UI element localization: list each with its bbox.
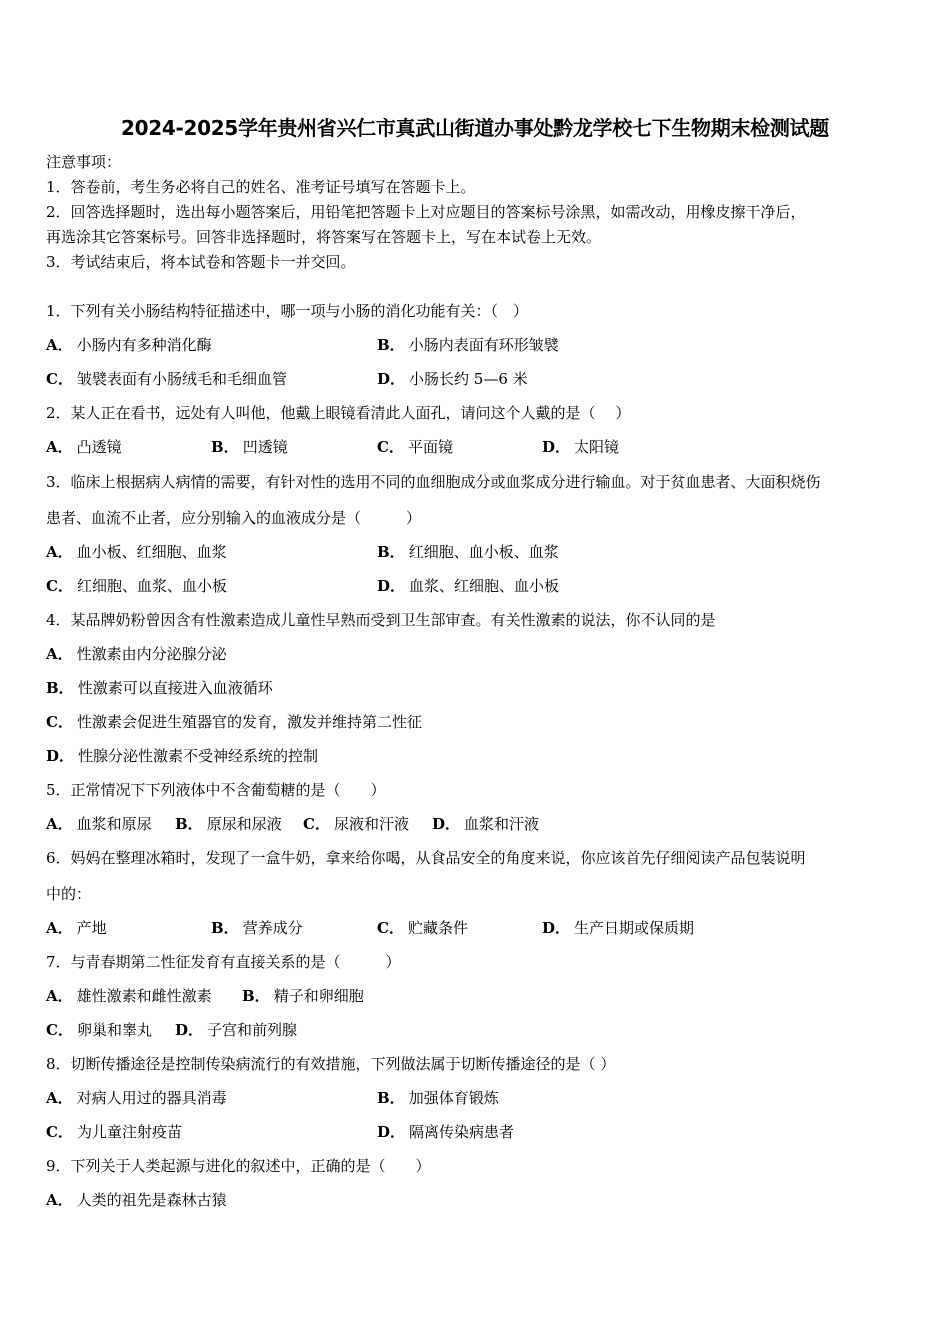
question-stem: 1．下列有关小肠结构特征描述中，哪一项与小肠的消化功能有关：（ ） (46, 302, 529, 320)
option (46, 986, 212, 1006)
option-text: 小肠长约 5—6 米 (409, 370, 528, 388)
option-label: B． (175, 815, 203, 833)
option-text: 贮藏条件 (407, 919, 468, 937)
option-label: D． (46, 747, 75, 765)
option-text: 加强体育锻炼 (408, 1089, 499, 1107)
option (46, 814, 152, 834)
option (211, 437, 288, 457)
option (46, 644, 227, 664)
option-text: 生产日期或保质期 (574, 919, 695, 937)
option (46, 542, 227, 562)
option (175, 1020, 297, 1040)
option-text: 凸透镜 (76, 438, 122, 456)
option-text: 皱襞表面有小肠绒毛和毛细血管 (76, 370, 287, 388)
notice-item: 3．考试结束后，将本试卷和答题卡一并交回。 (46, 253, 356, 271)
option-label: B． (377, 543, 405, 561)
option-text: 尿液和汗液 (333, 815, 409, 833)
option (377, 542, 559, 562)
option-label: C． (303, 815, 330, 833)
option-text: 雄性激素和雌性激素 (76, 987, 212, 1005)
option-text: 血浆和原尿 (76, 815, 152, 833)
option-text: 血小板、红细胞、血浆 (76, 543, 227, 561)
option-text: 血浆和汗液 (464, 815, 540, 833)
option (46, 678, 273, 698)
question-stem: 中的： (46, 885, 92, 903)
option (377, 437, 453, 457)
option-label: B． (46, 679, 74, 697)
option (377, 918, 468, 938)
option-label: B． (377, 1089, 405, 1107)
option-text: 为儿童注射疫苗 (76, 1123, 182, 1141)
option-label: A． (46, 438, 73, 456)
option (432, 814, 539, 834)
option (46, 1190, 227, 1210)
option (46, 1122, 182, 1142)
option-label: B． (377, 336, 405, 354)
option-text: 人类的祖先是森林古猿 (76, 1191, 227, 1209)
option-label: A． (46, 645, 73, 663)
option-text: 性激素会促进生殖器官的发育，激发并维持第二性征 (76, 713, 422, 731)
option (46, 576, 227, 596)
option-text: 血浆、红细胞、血小板 (409, 577, 560, 595)
option-text: 小肠内表面有环形皱襞 (408, 336, 559, 354)
option-text: 红细胞、血小板、血浆 (408, 543, 559, 561)
question-stem: 9．下列关于人类起源与进化的叙述中，正确的是（ ） (46, 1157, 431, 1175)
option-text: 营养成分 (242, 919, 303, 937)
question-stem: 患者、血流不止者，应分别输入的血液成分是（ ） (46, 509, 422, 527)
option-text: 太阳镜 (574, 438, 620, 456)
option (46, 918, 107, 938)
option-text: 子宫和前列腺 (207, 1021, 298, 1039)
option (46, 437, 122, 457)
option-label: A． (46, 987, 73, 1005)
option-label: B． (242, 987, 270, 1005)
option-label: C． (46, 1021, 73, 1039)
page-title: 2024-2025学年贵州省兴仁市真武山街道办事处黔龙学校七下生物期末检测试题 (121, 116, 829, 140)
option (377, 576, 559, 596)
option (377, 335, 559, 355)
option-label: A． (46, 815, 73, 833)
option-label: D． (175, 1021, 204, 1039)
option-label: A． (46, 543, 73, 561)
question-stem: 4．某品牌奶粉曾因含有性激素造成儿童性早熟而受到卫生部审查。有关性激素的说法，你不认同的是 (46, 611, 716, 629)
option-text: 性腺分泌性激素不受神经系统的控制 (78, 747, 319, 765)
option-text: 原尿和尿液 (206, 815, 282, 833)
question-stem: 2．某人正在看书，远处有人叫他，他戴上眼镜看清此人面孔，请问这个人戴的是（ ） (46, 404, 631, 422)
notice-heading: 注意事项： (46, 153, 122, 171)
option-label: D． (377, 577, 406, 595)
option-text: 性激素由内分泌腺分泌 (76, 645, 227, 663)
option-label: C． (46, 1123, 73, 1141)
option-label: C． (46, 713, 73, 731)
option-text: 产地 (76, 919, 107, 937)
option-text: 小肠内有多种消化酶 (76, 336, 212, 354)
option-text: 性激素可以直接进入血液循环 (77, 679, 273, 697)
option-text: 红细胞、血浆、血小板 (76, 577, 227, 595)
option-label: D． (542, 919, 571, 937)
option (46, 1088, 227, 1108)
option-text: 隔离传染病患者 (409, 1123, 515, 1141)
option-label: D． (432, 815, 461, 833)
notice-item: 1．答卷前，考生务必将自己的姓名、准考证号填写在答题卡上。 (46, 178, 476, 196)
option (46, 746, 318, 766)
option-label: C． (46, 370, 73, 388)
option-text: 平面镜 (407, 438, 453, 456)
question-stem: 6．妈妈在整理冰箱时，发现了一盒牛奶，拿来给你喝，从食品安全的角度来说，你应该首先仔细阅读产品包装说明 (46, 849, 806, 867)
option-label: A． (46, 919, 73, 937)
question-stem: 5．正常情况下下列液体中不含葡萄糖的是（ ） (46, 781, 386, 799)
option-label: D． (377, 1123, 406, 1141)
option (377, 369, 528, 389)
option-label: A． (46, 336, 73, 354)
option-label: B． (211, 438, 239, 456)
question-stem: 3．临床上根据病人病情的需要，有针对性的选用不同的血细胞成分或血浆成分进行输血。对于贫血患者、大面积烧伤 (46, 473, 821, 491)
option (46, 369, 287, 389)
question-stem: 8．切断传播途径是控制传染病流行的有效措施，下列做法属于切断传播途径的是（ ） (46, 1055, 616, 1073)
option (46, 335, 212, 355)
option-label: D． (542, 438, 571, 456)
option (303, 814, 409, 834)
option (46, 1020, 152, 1040)
option-text: 卵巢和睾丸 (76, 1021, 152, 1039)
option-label: A． (46, 1191, 73, 1209)
option (377, 1122, 514, 1142)
notice-item: 再选涂其它答案标号。回答非选择题时，将答案写在答题卡上，写在本试卷上无效。 (46, 228, 602, 246)
question-stem: 7．与青春期第二性征发育有直接关系的是（ ） (46, 953, 401, 971)
option (377, 1088, 499, 1108)
option-label: C． (377, 438, 404, 456)
option-label: A． (46, 1089, 73, 1107)
notice-item: 2．回答选择题时，选出每小题答案后，用铅笔把答题卡上对应题目的答案标号涂黑，如需改动，用橡皮擦干净后， (46, 203, 806, 221)
option (542, 918, 694, 938)
option-text: 凹透镜 (242, 438, 288, 456)
option-text: 对病人用过的器具消毒 (76, 1089, 227, 1107)
option-label: D． (377, 370, 406, 388)
option (211, 918, 303, 938)
option-label: C． (377, 919, 404, 937)
option-label: B． (211, 919, 239, 937)
option-text: 精子和卵细胞 (273, 987, 364, 1005)
option (542, 437, 619, 457)
option-label: C． (46, 577, 73, 595)
option (46, 712, 422, 732)
option (175, 814, 282, 834)
option (242, 986, 364, 1006)
